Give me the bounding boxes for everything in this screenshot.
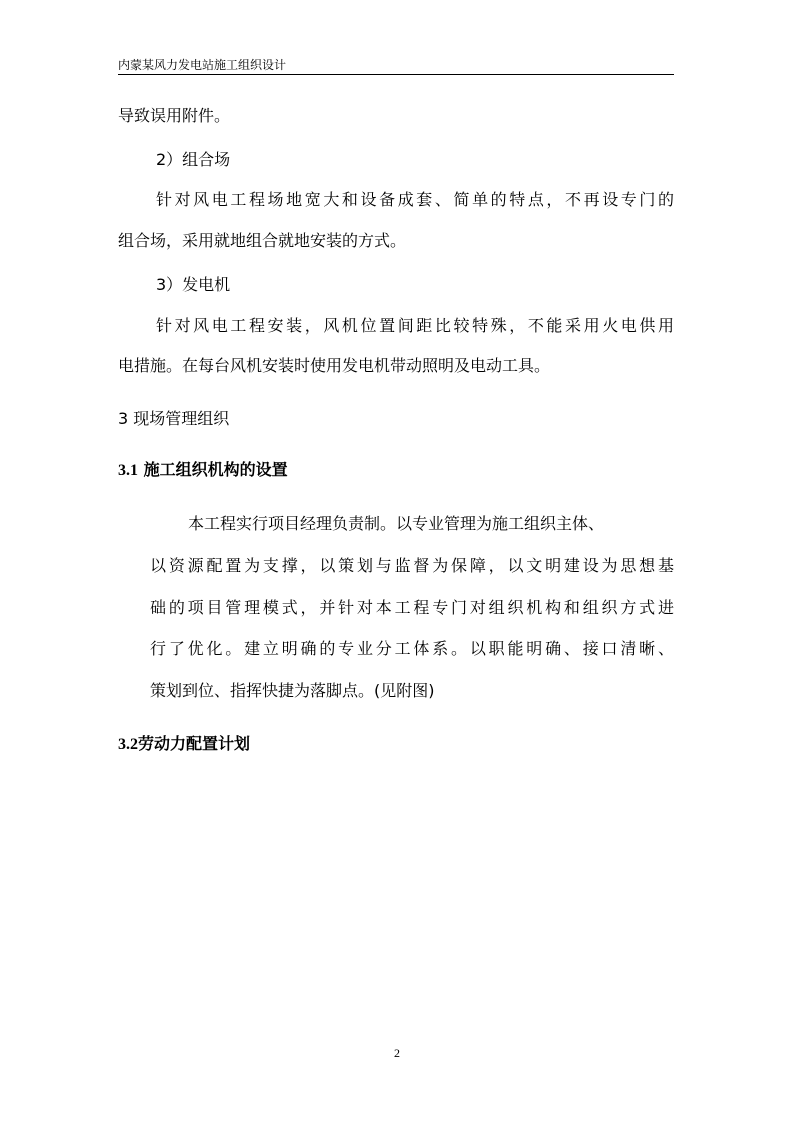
- section-3-1-line-2: 以资源配置为支撑，以策划与监督为保障，以文明建设为思想基: [150, 556, 674, 575]
- section-3-1-number: 3.1: [118, 462, 138, 479]
- section-3-1-heading: [118, 460, 288, 481]
- paragraph-continuation: 导致误用附件。: [118, 106, 231, 125]
- item-3-line-1: 针对风电工程安装，风机位置间距比较特殊，不能采用火电供用: [156, 316, 674, 335]
- header-title: 内蒙某风力发电站施工组织设计: [118, 58, 287, 72]
- item-2-line-2: 组合场，采用就地组合就地安装的方式。: [118, 231, 407, 250]
- section-3-1-line-4: 行了优化。建立明确的专业分工体系。以职能明确、接口清晰、: [150, 639, 674, 658]
- item-3-label: 3）发电机: [156, 275, 231, 294]
- item-3-line-2: 电措施。在每台风机安装时使用发电机带动照明及电动工具。: [118, 356, 551, 375]
- section-3-2-title: 劳动力配置计划: [138, 734, 251, 753]
- section-3-2-number: 3.2: [118, 736, 138, 753]
- section-3-1-title: 施工组织机构的设置: [143, 460, 288, 479]
- item-2-label: 2）组合场: [156, 150, 231, 169]
- page-header: [118, 58, 674, 75]
- section-3-1-line-5: 策划到位、指挥快捷为落脚点。(见附图): [150, 681, 435, 700]
- item-2-line-1: 针对风电工程场地宽大和设备成套、简单的特点，不再设专门的: [156, 190, 674, 209]
- page-number: 2: [394, 1046, 400, 1060]
- section-3-2-heading: [118, 734, 250, 755]
- section-3-1-line-1: 本工程实行项目经理负责制。以专业管理为施工组织主体、: [188, 514, 605, 533]
- section-3-1-line-3: 础的项目管理模式，并针对本工程专门对组织机构和组织方式进: [150, 598, 674, 617]
- section-3-heading: 3 现场管理组织: [118, 409, 230, 428]
